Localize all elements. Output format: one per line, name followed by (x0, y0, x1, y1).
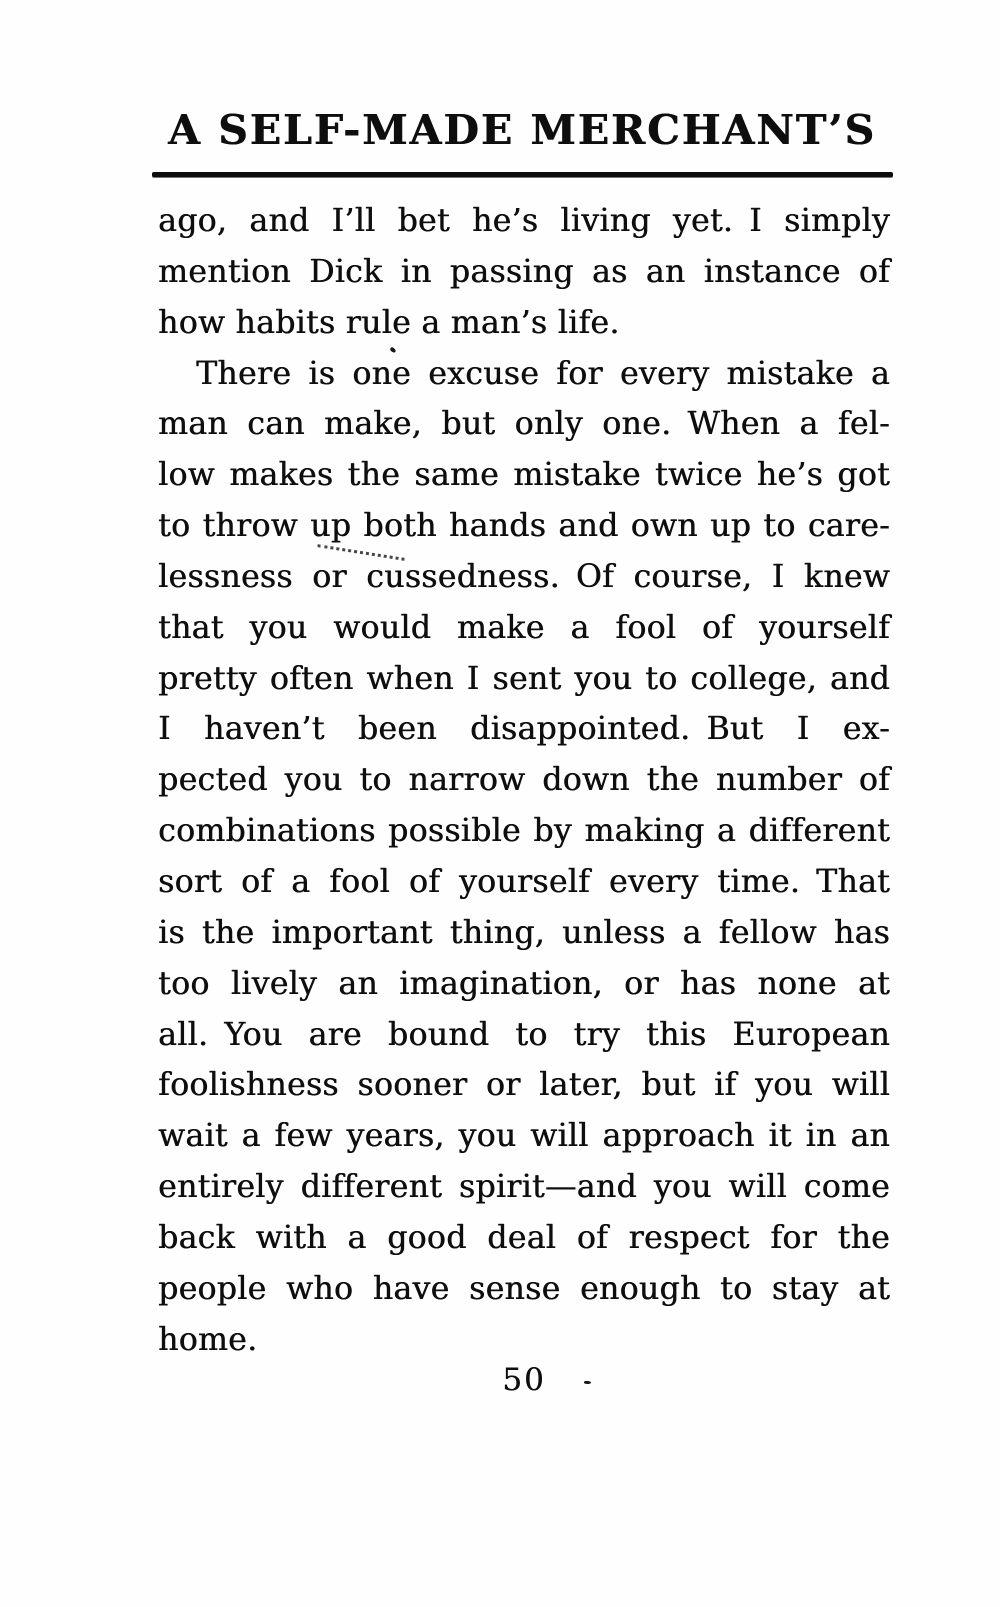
text-line: mention Dick in passing as an instance of (158, 253, 890, 290)
text-line: combinations possible by making a different (158, 813, 890, 850)
text-line: lessness or cussedness. Of course, I knew (158, 558, 890, 595)
text-line: home. (158, 1321, 258, 1358)
text-line: how habits rule a man’s life. (158, 304, 620, 341)
text-line: pected you to narrow down the number of (158, 762, 890, 799)
text-line: wait a few years, you will approach it in an (158, 1118, 890, 1155)
text-line: I haven’t been disappointed. But I ex- (158, 711, 890, 748)
text-line: that you would make a fool of yourself (158, 609, 890, 646)
text-line: entirely different spirit—and you will come (158, 1169, 890, 1206)
page-number: 50 (502, 1362, 546, 1398)
text-line: is the important thing, unless a fellow has (158, 914, 890, 951)
header-rule (152, 172, 893, 177)
text-line: low makes the same mistake twice he’s got (158, 457, 890, 494)
text-line: to throw up both hands and own up to care- (158, 508, 890, 545)
text-line: man can make, but only one. When a fel- (158, 406, 890, 443)
text-line: ago, and I’ll bet he’s living yet. I simply (158, 203, 890, 239)
text-line: back with a good deal of respect for the (158, 1219, 890, 1256)
text-line: too lively an imagination, or has none at (158, 965, 890, 1002)
text-line: people who have sense enough to stay at (158, 1270, 890, 1307)
page-body-text (158, 196, 890, 1365)
text-line: all. You are bound to try this European (158, 1016, 890, 1053)
running-header-title: A SELF-MADE MERCHANT’S (167, 106, 877, 154)
text-line: sort of a fool of yourself every time. That (158, 863, 890, 900)
text-line: There is one excuse for every mistake a (196, 355, 890, 392)
text-line: pretty often when I sent you to college, and (158, 660, 890, 697)
text-line: foolishness sooner or later, but if you will (158, 1067, 890, 1104)
